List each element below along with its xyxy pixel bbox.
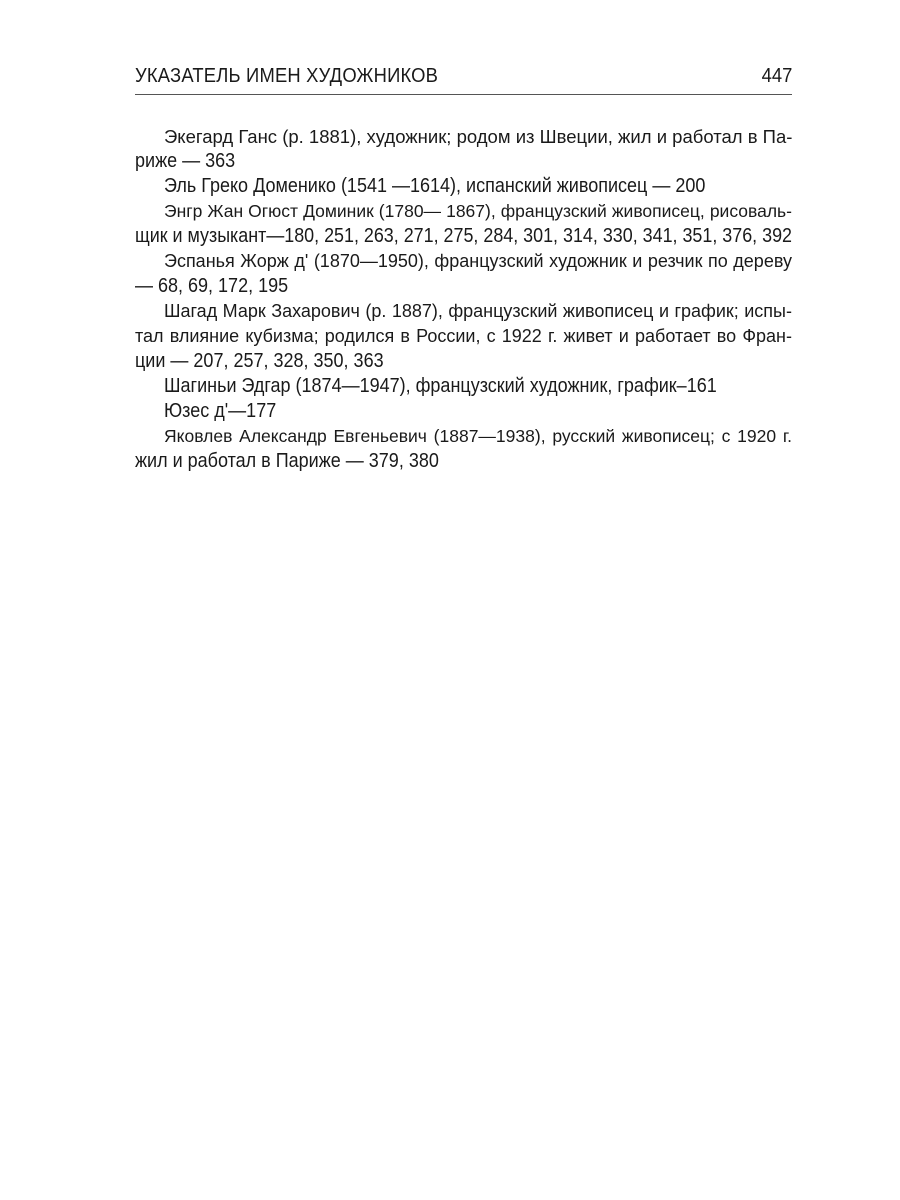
index-entry-line [135,174,792,199]
index-entry-line [135,374,792,399]
index-entry [135,399,792,424]
running-header [135,62,792,95]
index-entry-line: Энгр Жан Огюст Доминик (1780— 1867), французский живописец, рисоваль- [164,201,792,221]
running-header-title: УКАЗАТЕЛЬ ИМЕН ХУДОЖНИКОВ [135,65,439,87]
index-entry [135,174,792,199]
index-entry-line [135,224,792,249]
index-entry-text: Юзес д'—177 [164,400,277,422]
index-entry-text: ции — 207, 257, 328, 350, 363 [135,350,384,372]
index-entry-line: Экегард Ганс (р. 1881), художник; родом из Швеции, жил и работал в Па- [164,126,793,147]
index-entry-line [135,449,792,474]
artist-name-index [135,124,792,474]
index-entry-line [135,399,792,424]
index-entry-line [135,274,792,299]
index-entry [135,299,792,374]
index-entry-text: Шагиньи Эдгар (1874—1947), французский художник, график–161 [164,375,717,397]
index-entry-line [135,349,792,374]
index-entry-text: жил и работал в Париже — 379, 380 [135,450,439,472]
index-entry-line: Эспанья Жорж д' (1870—1950), французский художник и резчик по дереву [164,251,792,271]
index-entry [135,199,792,249]
index-entry [135,249,792,299]
index-entry-line [135,149,792,174]
index-entry-text: Эль Греко Доменико (1541 —1614), испанский живописец — 200 [164,175,706,197]
index-entry-text: риже — 363 [135,150,236,172]
index-entry-line: тал влияние кубизма; родился в России, с 1922 г. живет и работает во Фран- [135,326,792,346]
index-entry-text: — 68, 69, 172, 195 [135,275,289,297]
index-entry-line: Яковлев Александр Евгеньевич (1887—1938), русский живописец; с 1920 г. [164,426,792,446]
index-entry-text: щик и музыкант—180, 251, 263, 271, 275, 284, 301, 314, 330, 341, 351, 376, 392 [135,225,792,247]
index-entry [135,424,792,474]
index-entry [135,374,792,399]
page-number: 447 [761,65,792,87]
index-entry-line: Шагад Марк Захарович (р. 1887), французский живописец и график; испы- [164,301,792,321]
index-entry [135,124,792,174]
